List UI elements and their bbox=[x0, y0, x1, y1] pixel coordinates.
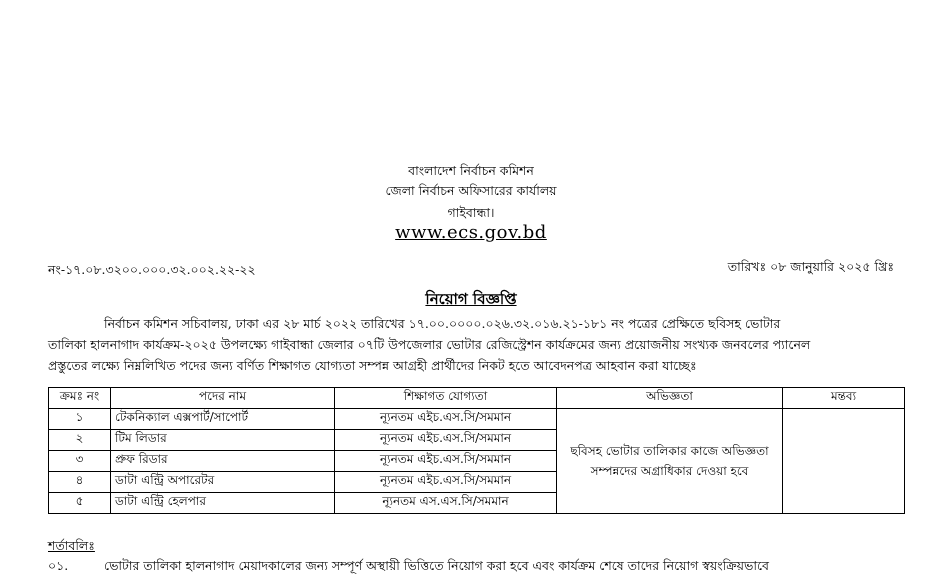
row-qualification: ন্যূনতম এইচ.এস.সি/সমমান bbox=[335, 409, 557, 430]
organization-name: বাংলাদেশ নির্বাচন কমিশন bbox=[408, 163, 534, 178]
table-header-row bbox=[49, 388, 905, 409]
notice-title: নিয়োগ বিজ্ঞপ্তি bbox=[425, 290, 517, 308]
row-qualification: ন্যূনতম এইচ.এস.সি/সমমান bbox=[335, 451, 557, 472]
row-qualification: ন্যূনতম এইচ.এস.সি/সমমান bbox=[335, 472, 557, 493]
posts-table bbox=[48, 387, 905, 514]
terms-heading: শর্তাবলিঃ bbox=[48, 538, 95, 553]
row-post-name: প্রুফ রিডার bbox=[111, 451, 335, 472]
header-qualification: শিক্ষাগত যোগ্যতা bbox=[335, 388, 557, 409]
header-serial: ক্রমঃ নং bbox=[49, 388, 111, 409]
row-post-name: টেকনিক্যাল এক্সপার্ট/সাপোর্ট bbox=[111, 409, 335, 430]
row-serial: ৩ bbox=[49, 451, 111, 472]
term-number: ০১. bbox=[48, 558, 69, 573]
row-post-name: টিম লিডার bbox=[111, 430, 335, 451]
website-link[interactable]: www.ecs.gov.bd bbox=[395, 222, 547, 243]
row-serial: ১ bbox=[49, 409, 111, 430]
header-remarks: মন্তব্য bbox=[783, 388, 905, 409]
memo-number: নং-১৭.০৮.৩২০০.০০০.৩২.০০২.২২-২২ bbox=[48, 262, 256, 277]
row-qualification: ন্যূনতম এইচ.এস.সি/সমমান bbox=[335, 430, 557, 451]
row-serial: ৫ bbox=[49, 493, 111, 514]
intro-paragraph bbox=[48, 313, 900, 376]
notice-date: তারিখঃ ০৮ জানুয়ারি ২০২৫ খ্রিঃ bbox=[727, 259, 894, 274]
row-serial: ২ bbox=[49, 430, 111, 451]
district-name: গাইবান্ধা। bbox=[447, 205, 495, 220]
experience-cell: ছবিসহ ভোটার তালিকার কাজে অভিজ্ঞতা সম্পন্নদের অগ্রাধিকার দেওয়া হবে bbox=[557, 409, 783, 514]
remarks-cell bbox=[783, 409, 905, 514]
intro-line: প্রস্তুতের লক্ষ্যে নিম্নলিখিত পদের জন্য বর্ণিত শিক্ষাগত যোগ্যতা সম্পন্ন আগ্রহী প্রার্থীদের নিকট হতে আবেদনপত্র আহবান করা যাচ্ছেঃ bbox=[48, 358, 697, 373]
row-post-name: ডাটা এন্ট্রি হেলপার bbox=[111, 493, 335, 514]
intro-line: নির্বাচন কমিশন সচিবালয়, ঢাকা এর ২৮ মার্চ ২০২২ তারিখের ১৭.০০.০০০০.০২৬.৩২.০১৬.২১-১৮১ নং পত্রের প্রেক্ষিতে ছবিসহ ভোটার bbox=[104, 316, 781, 331]
term-text: ভোটার তালিকা হালনাগাদ মেয়াদকালের জন্য সম্পূর্ণ অস্থায়ী ভিত্তিতে নিয়োগ করা হবে এবং কার্যক্রম শেষে তাদের নিয়োগ স্বয়ংক্রিয়ভাবে bbox=[104, 558, 769, 573]
row-qualification: ন্যূনতম এস.এস.সি/সমমান bbox=[335, 493, 557, 514]
row-post-name: ডাটা এন্ট্রি অপারেটর bbox=[111, 472, 335, 493]
row-serial: ৪ bbox=[49, 472, 111, 493]
table-row bbox=[49, 409, 905, 430]
header-experience: অভিজ্ঞতা bbox=[557, 388, 783, 409]
intro-line: তালিকা হালনাগাদ কার্যক্রম-২০২৫ উপলক্ষ্যে গাইবান্ধা জেলার ০৭টি উপজেলার ভোটার রেজিস্ট্রেশন কার্যক্রমের জন্য প্রয়োজনীয় সংখ্যক জনবলের প্যানেল bbox=[48, 337, 811, 352]
header-post: পদের নাম bbox=[111, 388, 335, 409]
office-name: জেলা নির্বাচন অফিসারের কার্যালয় bbox=[385, 183, 557, 198]
